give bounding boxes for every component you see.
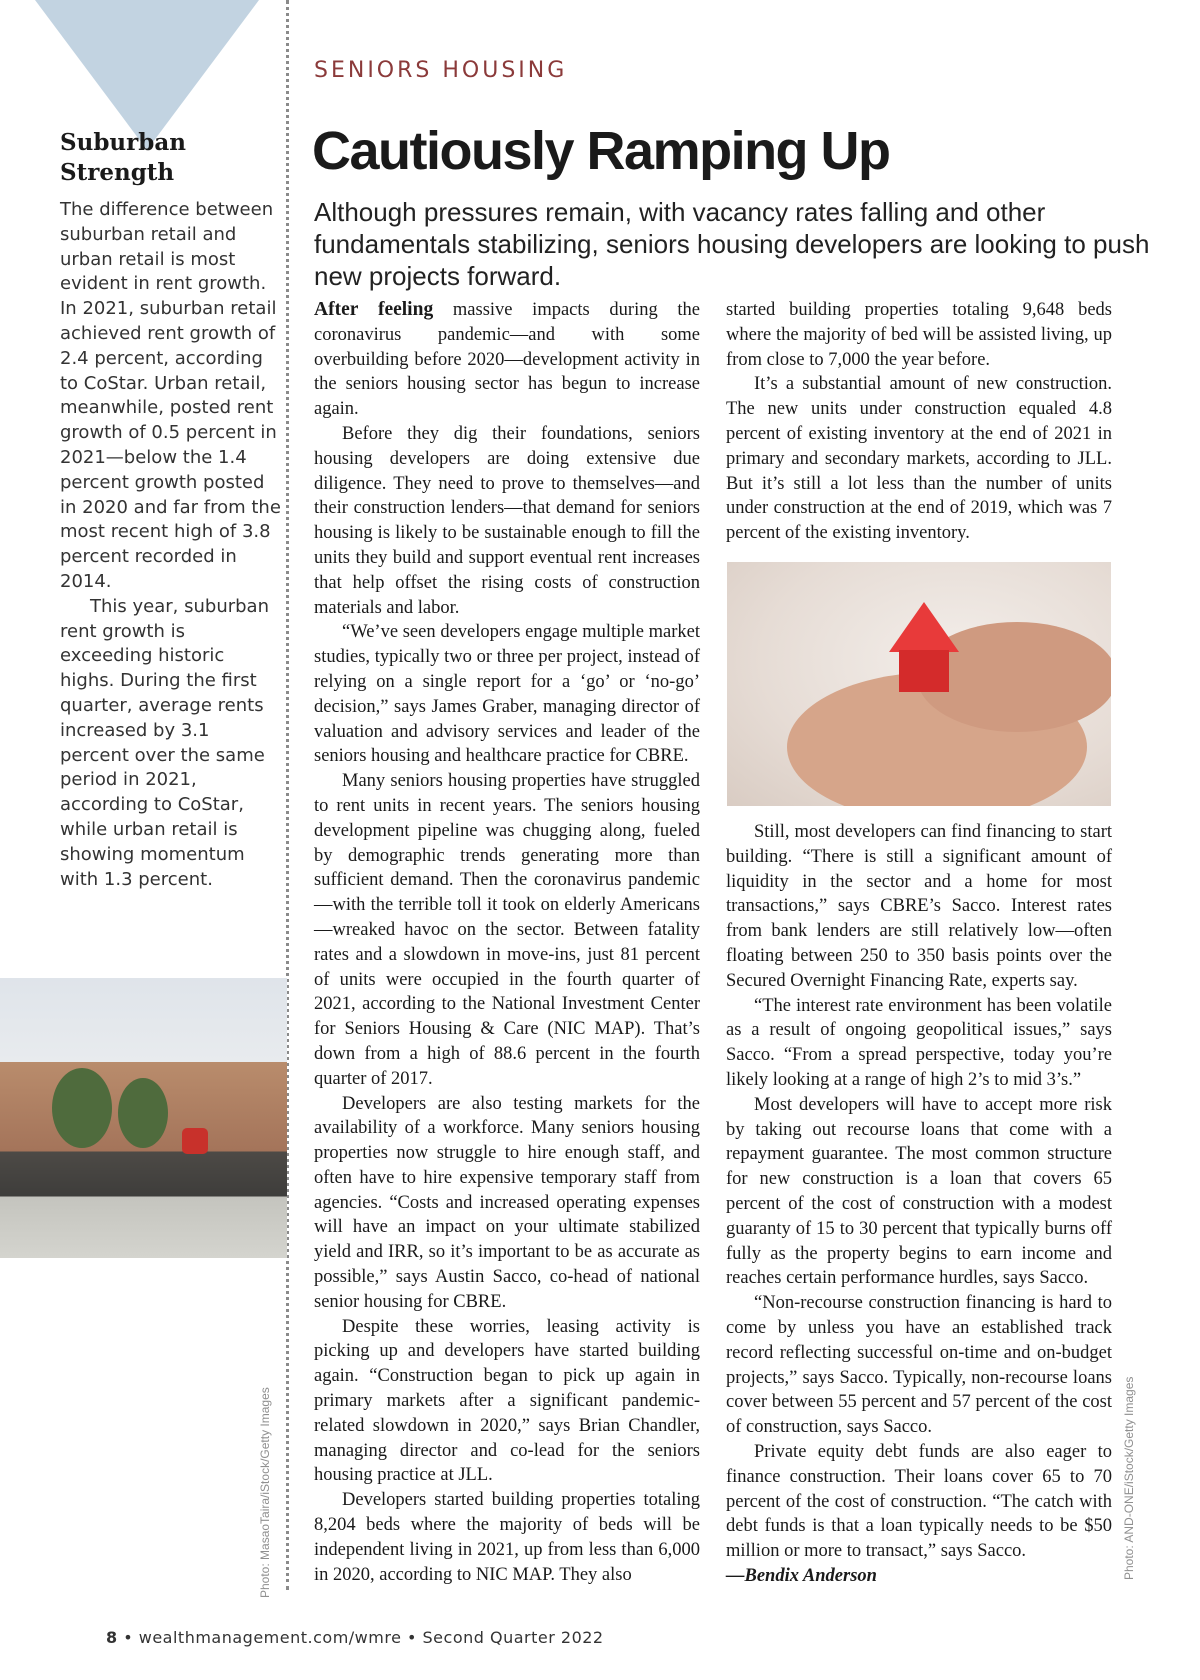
- page-footer: [106, 1628, 604, 1647]
- byline: [726, 1564, 1112, 1589]
- page-number: 8: [106, 1628, 118, 1647]
- article-paragraph: Developers started building properties totaling 8,204 beds where the majority of beds will be independent living in 2021, up from less than 6,000 in 2020, according to NIC MAP. They also: [314, 1490, 700, 1585]
- lead-in: After feeling: [314, 299, 434, 320]
- article-paragraph: Private equity debt funds are also eager to finance construction. Their loans cover 65 to 70 percent of the cost of construction. “The catch with debt funds is that a loan typically needs to be $50 million or more to transact,” says Sacco.: [726, 1441, 1112, 1562]
- tree-shape: [52, 1068, 112, 1148]
- column-divider: [286, 0, 289, 1590]
- article-title: Cautiously Ramping Up: [312, 121, 890, 181]
- article-paragraph: Developers are also testing markets for the availability of a workforce. Many seniors housing properties now struggle to hire enough staff, and often have to hire expensive temporary staff from agencies. “Costs and increased operating expenses will have an impact on your ultimate stabilized yield and IRR, so it’s important to be as accurate as possible,” says Austin Sacco, co-head of national senior housing for CBRE.: [314, 1093, 700, 1312]
- article-paragraph: “We’ve seen developers engage multiple market studies, typically two or three per project, instead of relying on a single report for a ‘go’ or ‘no-go’ decision,” says James Graber, managing director of valuation and advisory services and leader of the seniors housing and healthcare practice for CBRE.: [314, 622, 700, 767]
- article-paragraph: Most developers will have to accept more risk by taking out recourse loans that come with a repayment guarantee. The most common structure for new construction is a loan that covers 65 percent of the cost of construction with a modest guaranty of 15 to 30 percent that typically burns off fully as the property begins to earn income and reaches certain performance hurdles, says Sacco.: [726, 1094, 1112, 1289]
- sidebar-paragraph: The difference between suburban retail and urban retail is most evident in rent growth. In 2021, suburban retail achieved rent growth of 2.4 percent, according to CoStar. Urban retail, meanwhile, posted rent growth of 0.5 percent in 2021—below the 1.4 percent growth posted in 2020 and far from the most recent high of 3.8 percent recorded in 2014.: [60, 199, 281, 592]
- article-dek: Although pressures remain, with vacancy rates falling and other fundamentals stabilizing, seniors housing developers are looking to push new projects forward.: [314, 197, 1150, 291]
- photo-credit-left: Photo: MasaoTaira/iStock/Getty Images: [258, 1387, 272, 1598]
- sidebar-paragraph: This year, suburban rent growth is exceeding historic highs. During the first quarter, average rents increased by 3.1 percent over the same period in 2021, according to CoStar, while urban retail is showing momentum with 1.3 percent.: [60, 595, 269, 890]
- hands-house-photo: [727, 562, 1111, 806]
- sidebar: [60, 128, 282, 892]
- tree-shape: [118, 1078, 168, 1148]
- article-paragraph: “The interest rate environment has been volatile as a result of ongoing geopolitical issues,” says Sacco. “From a spread perspective, today you’re likely looking at a range of high 2’s to mid 3’s.”: [726, 995, 1112, 1090]
- section-kicker: SENIORS HOUSING: [314, 58, 568, 83]
- article-paragraph: Despite these worries, leasing activity is picking up and developers have started building again. “Construction began to pick up again in primary markets after a significant pandemic-related slowdown in 2020,” says Brian Chandler, managing director and co-lead for the seniors housing practice at JLL.: [314, 1316, 700, 1486]
- house-icon: [899, 650, 949, 692]
- article-paragraph: “Non-recourse construction financing is hard to come by unless you have an established track record reflecting successful on-time and on-budget projects,” says Sacco. Typically, non-recourse loans cover between 55 percent and 57 percent of the cost of construction, says Sacco.: [726, 1293, 1112, 1438]
- article-paragraph: Still, most developers can find financing to start building. “There is still a significant amount of liquidity in the sector and a home for most transactions,” says CBRE’s Sacco. Interest rates from bank lenders are still relatively low—often floating between 250 to 350 basis points over the Secured Overnight Financing Rate, experts say.: [726, 822, 1112, 991]
- article-paragraph: Before they dig their foundations, seniors housing developers are doing extensive due diligence. They need to prove to themselves—and their construction lenders—that demand for seniors housing is likely to be sustainable enough to fill the units they build and support eventual rent increases that help offset the rising costs of construction materials and labor.: [314, 423, 700, 618]
- stop-sign-icon: [182, 1128, 208, 1154]
- house-icon: [889, 602, 959, 652]
- article-column-2-bottom: [726, 820, 1112, 1589]
- article-column-1: [314, 298, 700, 1587]
- footer-text: • wealthmanagement.com/wmre • Second Quarter 2022: [117, 1628, 604, 1647]
- photo-credit-right: Photo: AND-ONE/iStock/Getty Images: [1122, 1376, 1136, 1580]
- article-column-2-top: [726, 298, 1112, 546]
- article-paragraph: It’s a substantial amount of new construction. The new units under construction equaled 4.8 percent of existing inventory at the end of 2021 in primary and secondary markets, according to JLL. But it’s still a lot less than the number of units under construction at the end of 2019, which was 7 percent of the existing inventory.: [726, 374, 1112, 544]
- author-signature: —Bendix Anderson: [726, 1565, 877, 1586]
- article-paragraph: After feeling massive impacts during the coronavirus pandemic—and with some overbuilding before 2020—development activity in the seniors housing sector has begun to increase again.: [314, 299, 700, 420]
- article-paragraph: started building properties totaling 9,648 beds where the majority of bed will be assisted living, up from close to 7,000 the year before.: [726, 300, 1112, 370]
- storefront-photo: [0, 978, 287, 1258]
- sidebar-title: Suburban Strength: [60, 129, 186, 186]
- article-paragraph: Many seniors housing properties have struggled to rent units in recent years. The seniors housing development pipeline was chugging along, fueled by demographic trends generating more than sufficient demand. Then the coronavirus pandemic—with the terrible toll it took on elderly Americans—wreaked havoc on the sector. Between fatality rates and a slowdown in move-ins, just 81 percent of units were occupied in the fourth quarter of 2021, according to the National Investment Center for Seniors Housing & Care (NIC MAP). That’s down from a high of 88.6 percent in the fourth quarter of 2017.: [314, 771, 700, 1089]
